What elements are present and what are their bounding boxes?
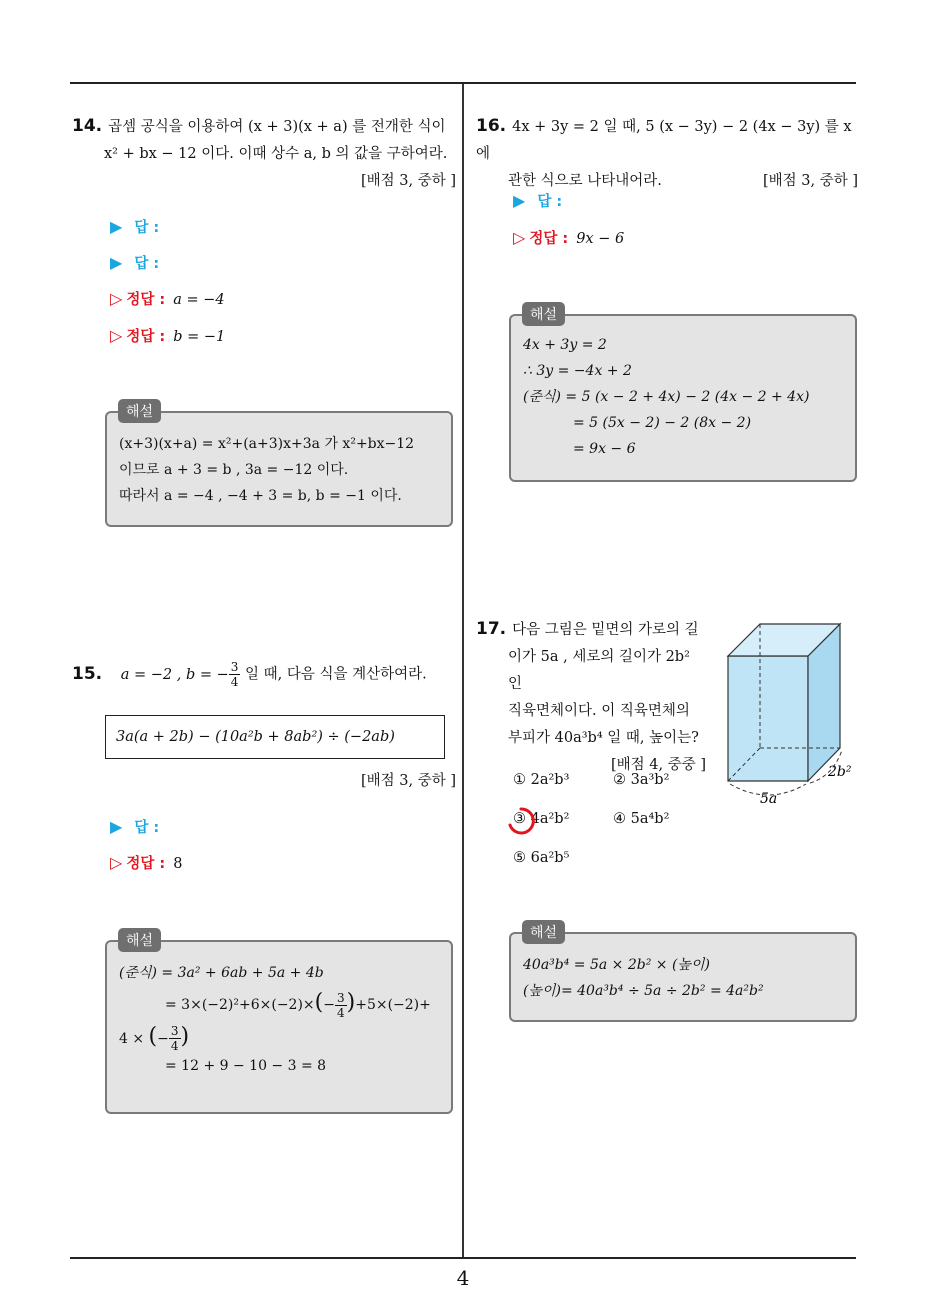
- score: [배점 3, 중하 ]: [360, 773, 456, 789]
- score: [배점 3, 중하 ]: [762, 173, 858, 189]
- correct-marker-icon: ▷: [110, 326, 123, 345]
- question-number: 14.: [72, 116, 103, 136]
- score: [배점 4, 중중 ]: [610, 757, 706, 773]
- fraction: $\frac{3}{4}$: [230, 660, 239, 689]
- question-text-line: 직육면체이다. 이 직육면체의: [508, 703, 690, 719]
- solution-line: (준식) = 3a² + 6ab + 5a + 4b: [119, 965, 324, 981]
- solution-line: 이므로 a + 3 = b , 3a = −12 이다.: [119, 462, 349, 478]
- solution-line: ∴ 3y = −4x + 2: [523, 363, 632, 379]
- choice-5[interactable]: ⑤ 6a²b⁵: [513, 850, 570, 866]
- question-text-line2: 관한 식으로 나타내어라.: [508, 173, 662, 189]
- correct-answer: [513, 227, 624, 248]
- solution-line: = 3×(−2)²+6×(−2)×(− $\frac{3}{4}$ )+5×(−2)+: [165, 990, 431, 1020]
- cuboid-figure: [718, 616, 858, 811]
- question-number: 16.: [476, 116, 507, 136]
- solution-tag: 해설: [522, 920, 565, 944]
- answer-marker-icon: ▶: [110, 817, 123, 836]
- solution-line: 40a³b⁴ = 5a × 2b² × (높이): [523, 957, 710, 973]
- solution-line: = 9x − 6: [573, 441, 636, 457]
- width-label: 5a: [760, 791, 778, 807]
- page-number: 4: [456, 1266, 470, 1290]
- choice-4[interactable]: ④ 5a⁴b²: [613, 811, 670, 827]
- correct-answer-2: [110, 325, 225, 346]
- solution-line: 따라서 a = −4 , −4 + 3 = b, b = −1 이다.: [119, 488, 402, 504]
- answer-label: 답 :: [134, 220, 160, 236]
- solution-line: 4x + 3y = 2: [523, 337, 607, 353]
- column-divider: [462, 84, 464, 1259]
- choice-2[interactable]: ② 3a³b²: [613, 772, 670, 788]
- correct-marker-icon: ▷: [513, 228, 526, 247]
- correct-label: 정답 :: [126, 856, 166, 872]
- solution-box: [509, 932, 857, 1022]
- answer-marker-icon: ▶: [110, 217, 123, 236]
- question-text-line1: 4x + 3y = 2 일 때, 5 (x − 3y) − 2 (4x − 3y) 를 x 에: [476, 119, 852, 162]
- solution-box: [105, 940, 453, 1114]
- expression: 3a(a + 2b) − (10a²b + 8ab²) ÷ (−2ab): [116, 729, 395, 745]
- solution-tag: 해설: [522, 302, 565, 326]
- correct-answer: [110, 852, 182, 873]
- choice-1[interactable]: ① 2a²b³: [513, 772, 570, 788]
- question-text-line2: x² + bx − 12 이다. 이때 상수 a, b 의 값을 구하여라.: [104, 146, 448, 162]
- depth-label: 2b²: [828, 764, 852, 780]
- question-text-line: 다음 그림은 밑면의 가로의 길: [512, 622, 699, 638]
- correct-label: 정답 :: [126, 292, 166, 308]
- correct-marker-icon: ▷: [110, 289, 123, 308]
- correct-value: a = −4: [173, 292, 225, 308]
- question-text-line1: 곱셈 공식을 이용하여 (x + 3)(x + a) 를 전개한 식이: [108, 119, 446, 135]
- question-14: [72, 113, 456, 195]
- score: [배점 3, 중하 ]: [360, 173, 456, 189]
- solution-tag: 해설: [118, 399, 161, 423]
- choice-3[interactable]: ③ 4a²b²: [513, 811, 570, 827]
- answer-label: 답 :: [537, 194, 563, 210]
- answer-marker-icon: ▶: [513, 191, 526, 210]
- question-text-a: a = −2 , b = −: [120, 666, 229, 683]
- correct-label: 정답 :: [529, 231, 569, 247]
- correct-value: 9x − 6: [576, 231, 625, 247]
- bottom-rule: [70, 1257, 856, 1259]
- question-17: [476, 616, 706, 779]
- answer-line: [110, 816, 159, 837]
- question-text-b: 일 때, 다음 식을 계산하여라.: [240, 666, 427, 683]
- solution-line: = 12 + 9 − 10 − 3 = 8: [165, 1058, 327, 1074]
- solution-line: = 5 (5x − 2) − 2 (8x − 2): [573, 415, 752, 431]
- solution-line: (준식) = 5 (x − 2 + 4x) − 2 (4x − 2 + 4x): [523, 389, 810, 405]
- answer-line: [513, 190, 562, 211]
- selected-circle-mark: [505, 805, 537, 837]
- solution-line: 4 × (− $\frac{3}{4}$ ): [119, 1023, 190, 1053]
- answer-line-2: [110, 252, 159, 273]
- solution-box: [105, 411, 453, 527]
- answer-line-1: [110, 216, 159, 237]
- solution-box: [509, 314, 857, 482]
- cuboid-front-face: [728, 656, 808, 781]
- correct-marker-icon: ▷: [110, 853, 123, 872]
- correct-label: 정답 :: [126, 329, 166, 345]
- correct-value: 8: [173, 856, 183, 872]
- question-16: [476, 113, 858, 195]
- answer-label: 답 :: [134, 820, 160, 836]
- question-number: 15.: [72, 663, 103, 684]
- question-15: [72, 660, 456, 689]
- correct-answer-1: [110, 288, 225, 309]
- question-text-line: 이가 5a , 세로의 길이가 2b² 인: [508, 649, 690, 692]
- answer-marker-icon: ▶: [110, 253, 123, 272]
- question-text-line: 부피가 40a³b⁴ 일 때, 높이는?: [508, 730, 699, 746]
- question-number: 17.: [476, 619, 507, 639]
- correct-value: b = −1: [173, 329, 226, 345]
- solution-line: (높이)= 40a³b⁴ ÷ 5a ÷ 2b² = 4a²b²: [523, 983, 764, 999]
- expression-box: [105, 715, 445, 759]
- answer-label: 답 :: [134, 256, 160, 272]
- solution-tag: 해설: [118, 928, 161, 952]
- solution-line: (x+3)(x+a) = x²+(a+3)x+3a 가 x²+bx−12: [119, 436, 415, 452]
